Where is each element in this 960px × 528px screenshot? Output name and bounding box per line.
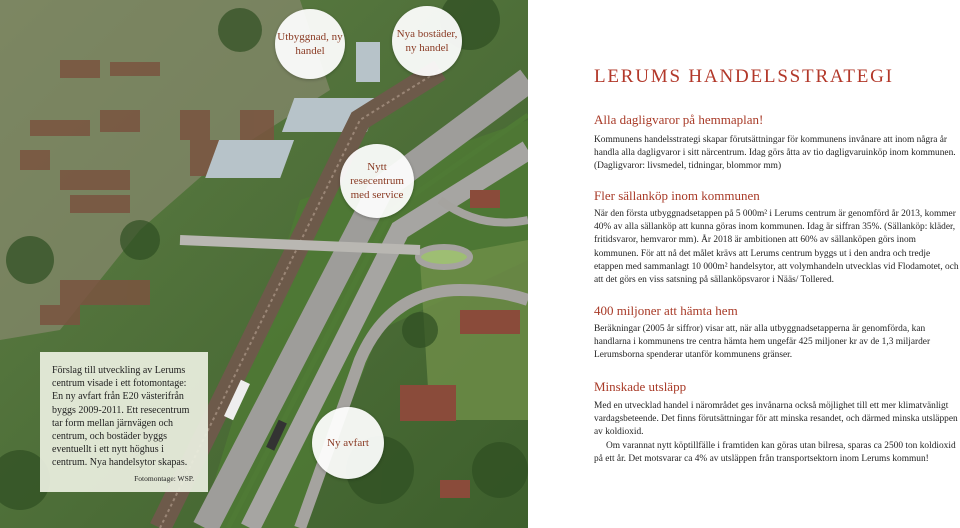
emissions-paragraph-2: Om varannat nytt köptillfälle i framtiden kan göras utan bilresa, sparas ca 2500 ton koldioxid på ett år. Det motsvarar ca 4% av utsläppen från transportsektorn inom Lerums kommun! bbox=[594, 440, 956, 464]
page-title: LERUMS HANDELSSTRATEGI bbox=[594, 66, 894, 87]
photo-caption bbox=[40, 352, 208, 492]
section-heading-daily-goods: Alla dagligvaror på hemmaplan! bbox=[594, 112, 764, 127]
bubble-expanded-retail-text: Utbyggnad, ny handel bbox=[277, 30, 343, 57]
section-heading-400-million: 400 miljoner att hämta hem bbox=[594, 303, 738, 318]
section-body-reduced-emissions bbox=[594, 400, 960, 466]
bubble-new-housing-text: Nya bostäder, ny handel bbox=[396, 27, 458, 54]
section-heading-durable-goods: Fler sällanköp inom kommunen bbox=[594, 188, 760, 203]
caption-text: Förslag till utveckling av Lerums centrum visade i ett fotomontage: En ny avfart från E20 västerifrån byggs 2009-2011. Ett resecentrum tar form mellan järnvägen och centrum, och bostäder byggs eventuellt i ett nytt höghus i centrum. Nya handelsytor skapas. bbox=[52, 365, 190, 469]
caption-credit: Fotomontage: WSP. bbox=[134, 474, 194, 484]
section-body-durable-goods: När den första utbyggnadsetappen på 5 000m² i Lerums centrum är genomförd år 2013, kommer 40% av alla sällanköp att kunna göras inom kommunen. Idag är siffran 35%. (Sällanköp: kläder, fritidsvaror, hemvaror mm). År 2018 är ambitionen att 60% av sällanköpen görs inom kommunen. För att nå det målet krävs att Lerums centrum byggs ut i den andra och tredje etappen med sammanlagt 10 000m² handelsytor, att volymhandeln utvecklas vid Flodamotet, och att det görs en viss satsning på sällanköpsvaror i Nääs/ Tollered. bbox=[594, 209, 959, 286]
section-heading-reduced-emissions: Minskade utsläpp bbox=[594, 379, 687, 394]
section-body-400-million: Beräkningar (2005 år siffror) visar att, när alla utbyggnadsetapperna är genomförda, kan handlarna i kommunens tre centra hämta hem ungefär 425 miljoner kr av de 1,3 miljarder Lerumsborna spenderar utanför kommunens gränser. bbox=[594, 324, 931, 361]
bubble-new-exit bbox=[312, 407, 384, 479]
section-body-daily-goods: Kommunens handelsstrategi skapar förutsättningar för kommunens invånare att inom några år handla alla dagligvaror i sitt närcentrum. Idag görs åtta av tio dagligvaruinköp inom kommunen. (Dagligvaror: livsmedel, tidningar, blommor mm) bbox=[594, 135, 956, 172]
emissions-paragraph-1: Med en utvecklad handel i närområdet ges invånarna också möjlighet till ett mer klimatvänligt vardagsbeteende. Det finns förutsättningar för att minska resandet, och därmed minska utsläppen av koldioxid. bbox=[594, 401, 958, 438]
bubble-travel-center bbox=[340, 144, 414, 218]
bubble-expanded-retail bbox=[275, 9, 345, 79]
bubble-travel-center-text: Nytt resecentrum med service bbox=[350, 160, 404, 202]
bubble-new-exit-text: Ny avfart bbox=[327, 436, 369, 449]
bubble-new-housing bbox=[392, 6, 462, 76]
